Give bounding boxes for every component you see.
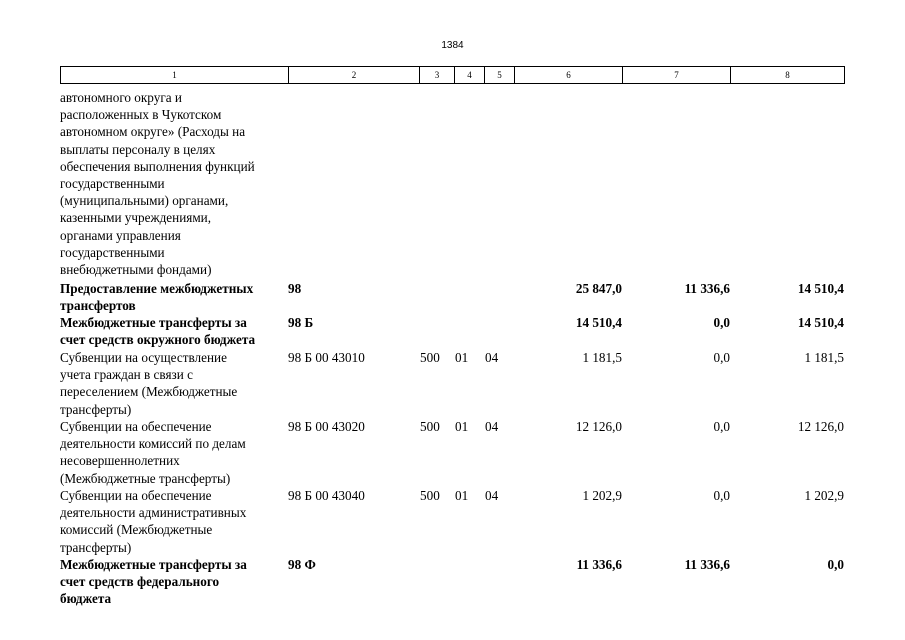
row-total: 14 510,4 — [575, 315, 622, 330]
row-pr: 04 — [485, 350, 499, 365]
row-federal: 0,0 — [713, 488, 730, 503]
row-total: 11 336,6 — [576, 557, 622, 572]
row-name: автономного округа и расположенных в Чукотском автономном округе» (Расходы на выплаты персоналу в целях обеспечения выполнения функций государственными (муниципальными) органами, казенными учреждениями, органами управления государственными внебюджетными фондами) — [60, 90, 255, 278]
row-code: 98 Б 00 43020 — [288, 419, 365, 434]
row-pr: 04 — [485, 488, 499, 503]
row-name: Субвенции на обеспечение деятельности комиссий по делам несовершеннолетних (Межбюджетные трансферты) — [60, 419, 246, 486]
row-district: 12 126,0 — [797, 419, 844, 434]
row-code: 98 Б 00 43010 — [288, 350, 365, 365]
table-row — [60, 349, 844, 418]
column-number-7: 7 — [623, 67, 731, 84]
column-number-1: 1 — [61, 67, 289, 84]
column-number-5: 5 — [485, 67, 515, 84]
table-row — [60, 89, 844, 280]
column-number-6: 6 — [515, 67, 623, 84]
row-district: 14 510,4 — [797, 281, 844, 296]
budget-table-body — [60, 89, 844, 608]
row-code: 98 Б — [288, 315, 314, 330]
row-total: 12 126,0 — [575, 419, 622, 434]
row-pr: 04 — [485, 419, 499, 434]
row-total: 1 202,9 — [582, 488, 622, 503]
row-total: 1 181,5 — [582, 350, 622, 365]
row-federal: 0,0 — [713, 315, 730, 330]
row-name: Межбюджетные трансферты за счет средств федерального бюджета — [60, 557, 247, 607]
row-total: 25 847,0 — [575, 281, 622, 296]
row-federal: 11 336,6 — [684, 281, 730, 296]
table-row — [60, 418, 844, 487]
column-number-8: 8 — [731, 67, 845, 84]
column-number-3: 3 — [420, 67, 455, 84]
row-federal: 0,0 — [713, 419, 730, 434]
table-row — [60, 314, 844, 349]
row-federal: 0,0 — [713, 350, 730, 365]
row-code: 98 Б 00 43040 — [288, 488, 365, 503]
row-name: Субвенции на осуществление учета граждан в связи с переселением (Межбюджетные трансферты) — [60, 350, 238, 417]
table-row — [60, 487, 844, 556]
row-district: 0,0 — [827, 557, 844, 572]
row-code: 98 — [288, 281, 302, 296]
column-header-table — [60, 66, 845, 84]
column-number-2: 2 — [289, 67, 420, 84]
row-vr: 500 — [420, 488, 440, 503]
row-vr: 500 — [420, 419, 440, 434]
row-name: Субвенции на обеспечение деятельности административных комиссий (Межбюджетные трансферты) — [60, 488, 247, 555]
row-rz: 01 — [455, 488, 469, 503]
row-district: 1 181,5 — [804, 350, 844, 365]
row-district: 14 510,4 — [797, 315, 844, 330]
row-vr: 500 — [420, 350, 440, 365]
row-name: Межбюджетные трансферты за счет средств окружного бюджета — [60, 315, 256, 348]
table-row — [60, 556, 844, 608]
row-district: 1 202,9 — [804, 488, 844, 503]
page-number: 1384 — [441, 40, 464, 51]
table-row — [60, 280, 844, 314]
row-code: 98 Ф — [288, 557, 316, 572]
row-name: Предоставление межбюджетных трансфертов — [60, 281, 254, 314]
row-federal: 11 336,6 — [684, 557, 730, 572]
column-number-4: 4 — [455, 67, 485, 84]
row-rz: 01 — [455, 350, 469, 365]
row-rz: 01 — [455, 419, 469, 434]
